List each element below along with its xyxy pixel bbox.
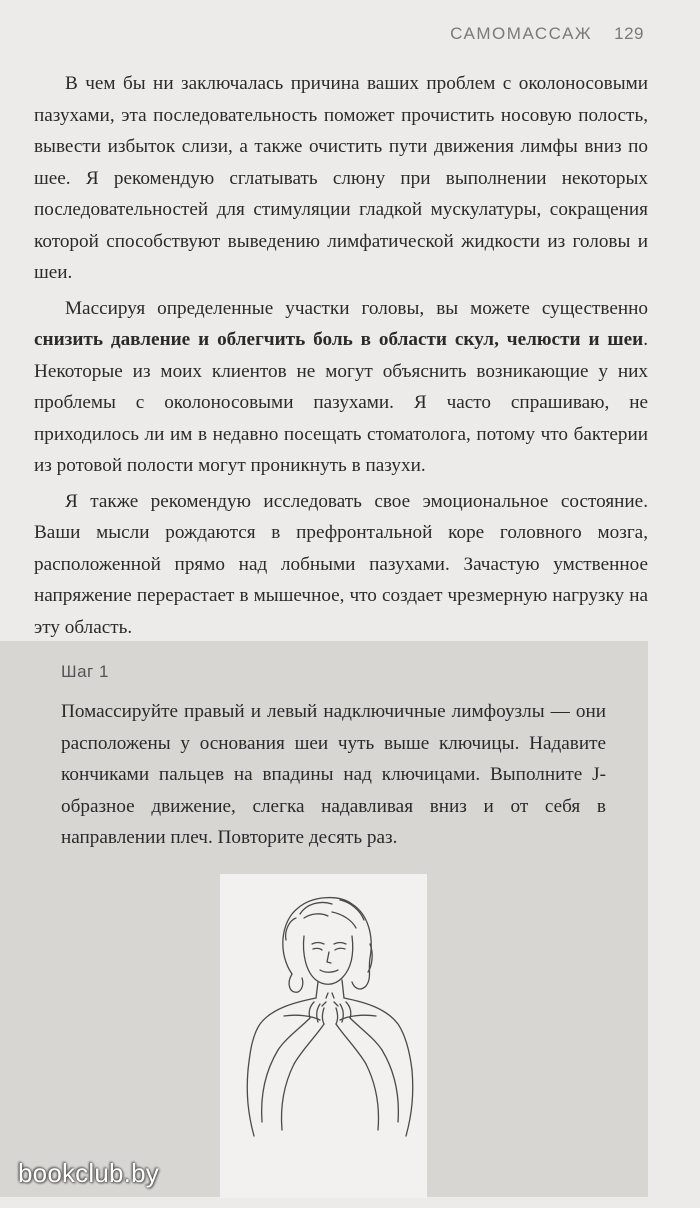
paragraph-2 — [34, 293, 648, 482]
step-text — [61, 696, 606, 854]
step-title: Шаг 1 — [61, 662, 109, 681]
body-text — [34, 68, 648, 647]
paragraph-2-bold: снизить давление и облегчить боль в области скул, челюсти и шеи — [34, 329, 644, 350]
running-head — [450, 24, 644, 44]
watermark: bookclub.by — [18, 1158, 159, 1188]
step-instructions: Помассируйте правый и левый надключичные лимфоузлы — они расположены у основания шеи чуть выше ключицы. Надавите кончиками пальцев на впадины над ключицами. Выполните J-образное движение, слегка надавливая вниз и от себя в направлении плеч. Повторите десять раз. — [61, 701, 606, 848]
woman-massaging-collarbones-drawing — [220, 874, 427, 1198]
paragraph-1: В чем бы ни заключалась причина ваших проблем с околоносовыми пазухами, эта последовательность поможет прочистить носовую полость, вывести избыток слизи, а также очистить пути движения лимфы вниз по шее. Я рекомендую сглатывать слюну при выполнении некоторых последовательностей для стимуляции гладкой мускулатуры, сокращения которой способствуют выведению лимфатической жидкости из головы и шеи. — [34, 73, 648, 283]
paragraph-2-end: . Некоторые из моих клиентов не могут объяснить возникающие у них проблемы с околоносовыми пазухами. Я часто спрашиваю, не приходилось ли им в недавно посещать стоматолога, потому что бактерии из ротовой полости могут проникнуть в пазухи. — [34, 329, 648, 476]
page-number: 129 — [614, 24, 644, 43]
section-title: САМОМАССАЖ — [450, 24, 593, 43]
paragraph-3: Я также рекомендую исследовать свое эмоциональное состояние. Ваши мысли рождаются в префронтальной коре головного мозга, расположенной прямо над лобными пазухами. Зачастую умственное напряжение перерастает в мышечное, что создает чрезмерную нагрузку на эту область. — [34, 490, 648, 638]
paragraph-2-start: Массируя определенные участки головы, вы можете существенно — [65, 297, 648, 319]
